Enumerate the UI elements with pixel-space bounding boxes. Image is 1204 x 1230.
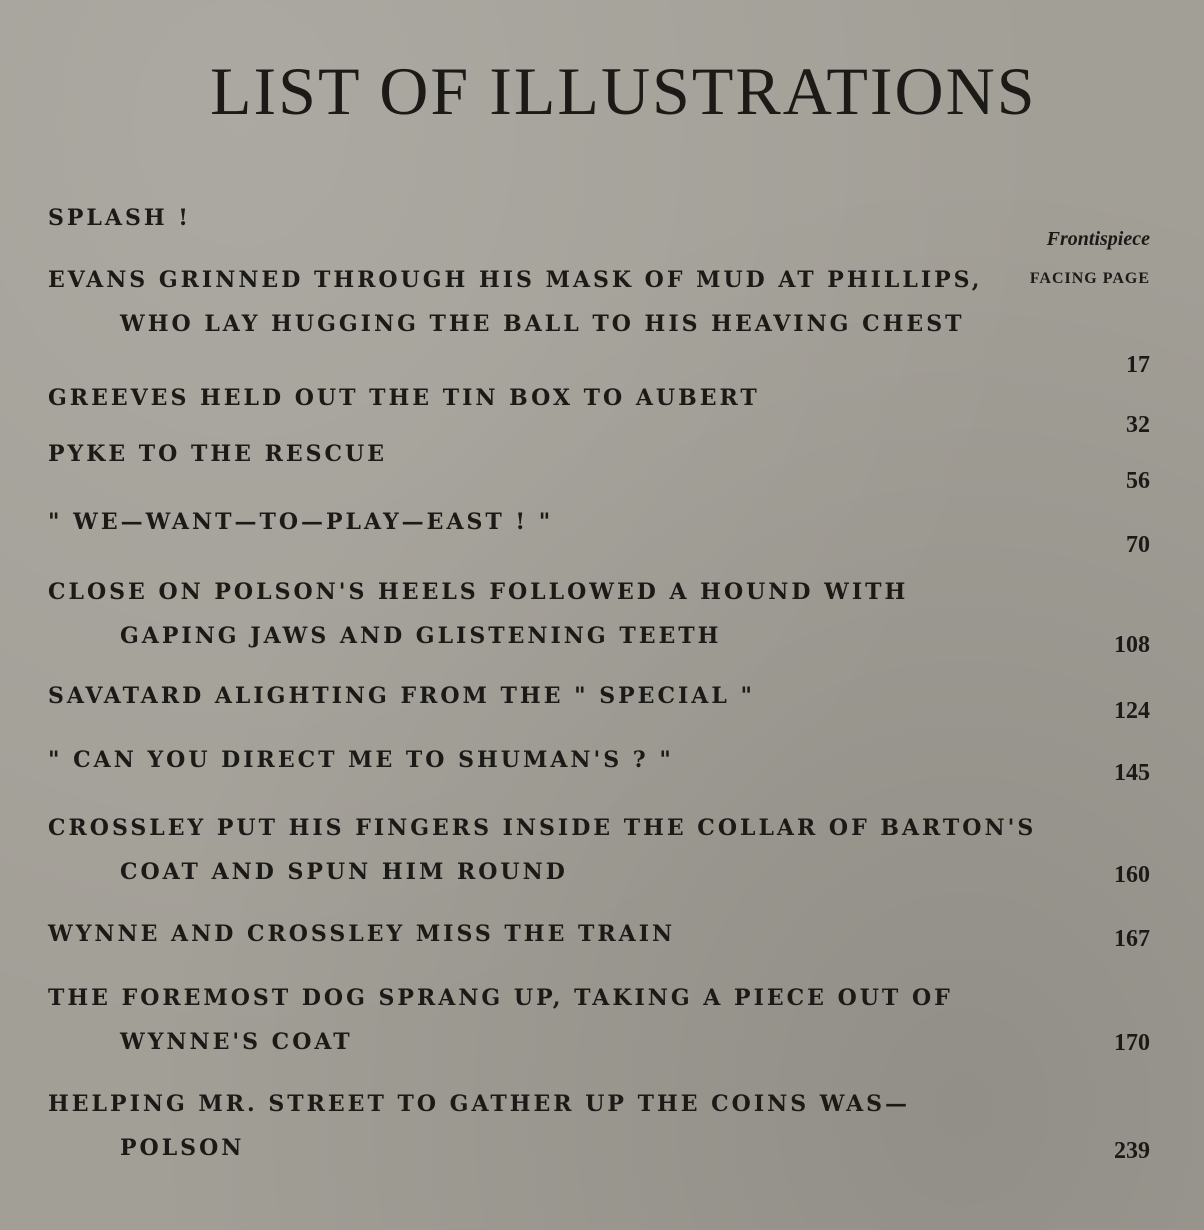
caption-line: WYNNE AND CROSSLEY MISS THE TRAIN: [48, 921, 676, 947]
caption-item: [48, 570, 1008, 658]
caption-line-continued: WYNNE'S COAT: [120, 1029, 353, 1055]
page-number: 32: [1126, 412, 1150, 438]
caption-line: HELPING MR. STREET TO GATHER UP THE COINS WAS—: [48, 1091, 911, 1117]
caption-item: [48, 376, 1008, 420]
caption-item: [48, 196, 1008, 240]
frontispiece-label: Frontispiece: [1046, 228, 1150, 250]
caption-item: [48, 500, 1008, 544]
caption-line-continued: POLSON: [120, 1135, 245, 1161]
caption-item: [48, 738, 1008, 782]
caption-item: [48, 258, 1008, 346]
caption-line: " CAN YOU DIRECT ME TO SHUMAN'S ? ": [48, 747, 674, 773]
caption-line: GREEVES HELD OUT THE TIN BOX TO AUBERT: [48, 385, 760, 411]
caption-item: [48, 912, 1008, 956]
page-number: 124: [1114, 698, 1150, 724]
page-number: 70: [1126, 532, 1150, 558]
caption-line-continued: WHO LAY HUGGING THE BALL TO HIS HEAVING CHEST: [120, 311, 965, 337]
page-number: 108: [1114, 632, 1150, 658]
caption-line: " WE—WANT—TO—PLAY—EAST ! ": [48, 509, 554, 535]
caption-item: [48, 976, 1008, 1064]
caption-line: PYKE TO THE RESCUE: [48, 441, 387, 467]
caption-line: CLOSE ON POLSON'S HEELS FOLLOWED A HOUND WITH: [48, 579, 909, 605]
page-number: 167: [1114, 926, 1150, 952]
page-number: 17: [1126, 352, 1150, 378]
caption-line: EVANS GRINNED THROUGH HIS MASK OF MUD AT PHILLIPS,: [48, 267, 983, 293]
caption-line: THE FOREMOST DOG SPRANG UP, TAKING A PIECE OUT OF: [48, 985, 953, 1011]
caption-line-continued: GAPING JAWS AND GLISTENING TEETH: [120, 623, 722, 649]
caption-line: SPLASH !: [48, 205, 191, 231]
caption-item: [48, 806, 1037, 894]
facing-page-header: FACING PAGE: [1029, 270, 1150, 287]
caption-line: CROSSLEY PUT HIS FINGERS INSIDE THE COLLAR OF BARTON'S: [48, 815, 1037, 841]
page-number: 145: [1114, 760, 1150, 786]
caption-item: [48, 1082, 1008, 1170]
page-number: 239: [1114, 1138, 1150, 1164]
caption-item: [48, 674, 1008, 718]
caption-item: [48, 432, 1008, 476]
caption-line: SAVATARD ALIGHTING FROM THE " SPECIAL ": [48, 683, 755, 709]
page-number: 170: [1114, 1030, 1150, 1056]
page-title: LIST OF ILLUSTRATIONS: [210, 53, 1037, 129]
caption-line-continued: COAT AND SPUN HIM ROUND: [120, 859, 568, 885]
page-number: 56: [1126, 468, 1150, 494]
page-number: 160: [1114, 862, 1150, 888]
